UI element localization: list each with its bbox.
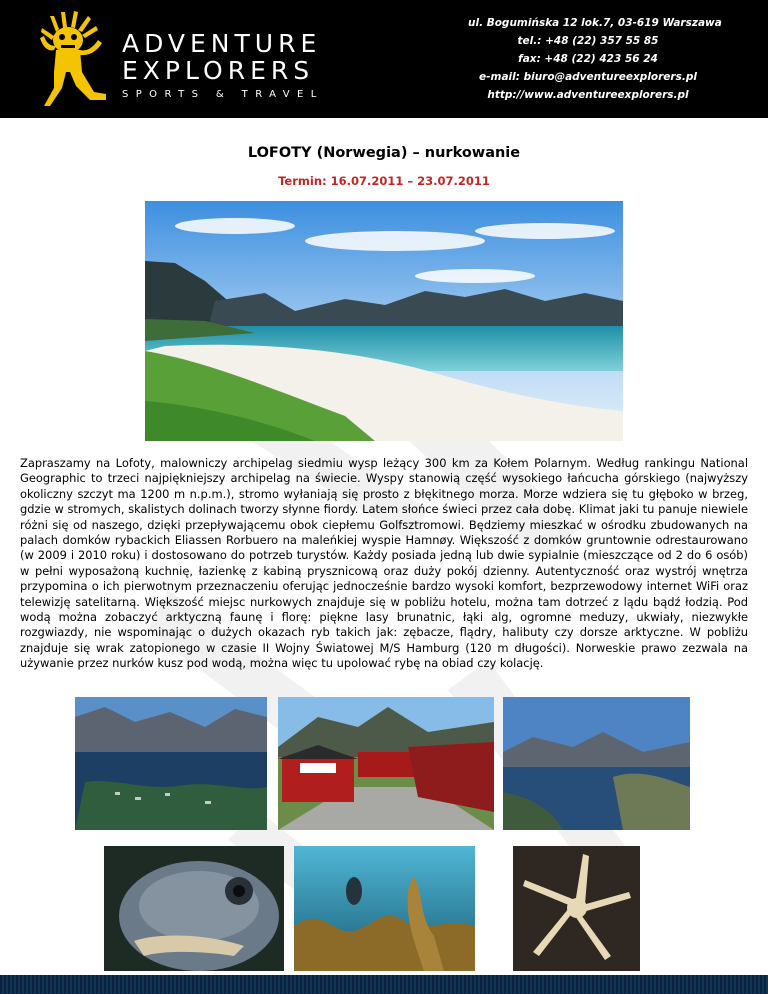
fjord-village-image	[75, 697, 267, 830]
phone-text: tel.: +48 (22) 357 55 85	[517, 35, 659, 47]
fjord-aerial-image	[503, 697, 690, 830]
website-link[interactable]: http://www.adventureexplorers.pl	[487, 89, 689, 101]
brand-line-explorers: EXPLORERS	[122, 56, 315, 85]
beach-photo	[145, 201, 623, 441]
footer-bar	[0, 975, 768, 994]
beach-landscape-image	[145, 201, 623, 441]
page-title: LOFOTY (Norwegia) – nurkowanie	[247, 145, 521, 161]
starfish-image	[513, 846, 640, 971]
contact-block	[468, 14, 722, 104]
underwater-diver-image	[294, 846, 475, 971]
trip-date: Termin: 16.07.2011 – 23.07.2011	[278, 174, 490, 188]
brand-line-adventure: ADVENTURE	[122, 29, 322, 58]
fax-text: fax: +48 (22) 423 56 24	[518, 53, 658, 65]
footer-pattern	[0, 975, 768, 994]
letterhead-header	[0, 0, 768, 118]
brand-wordmark	[122, 30, 324, 100]
cabins-photo	[278, 697, 494, 830]
address-text: ul. Bogumińska 12 lok.7, 03-619 Warszawa	[468, 17, 722, 29]
fjord-aerial-photo	[503, 697, 690, 830]
starfish-photo	[513, 846, 640, 971]
diver-photo	[294, 846, 475, 971]
wolffish-image	[104, 846, 284, 971]
explorer-figure-logo-icon	[36, 10, 112, 110]
description-paragraph: Zapraszamy na Lofoty, malowniczy archipelag siedmiu wysp leżący 300 km za Kołem Polarnym. Według rankingu National Geographic to trzeci najpiękniejszy archipelag na świecie. Wyspy stanowią część wysokiego łańcucha górskiego (najwyższy okoliczny szczyt ma 1200 m n.p.m.), stromo wyłaniają się prosto z błękitnego morza. Morze wdziera się tu głęboko w brzeg, gdzie w stromych, skalistych dolinach tworzy słynne fiordy. Latem słońce świeci przez cała dobę. Klimat jaki tu panuje niewiele różni się od naszego, dzięki przepływającemu obok ciepłemu Golfsztromowi. Będziemy mieszkać w ośrodku zbudowanych na palach domków rybackich Eliassen Rorbuero na maleńkiej wyspie Hamnøy. Większość z domków gruntownie odrestaurowano (w 2009 i 2010 roku) i dostosowano do potrzeb turystów. Każdy posiada jedną lub dwie sypialnie (mieszczące od 2 do 6 osób) w pełni wyposażoną kuchnię, łazienkę z kabiną prysznicową oraz duży pokój dzienny. Autentyczność oraz wystrój wnętrza przypomina o ich pierwotnym przeznaczeniu oferując jednocześnie bardzo wysoki komfort, bezprzewodowy internet WiFi oraz telewizję satelitarną. Większość miejsc nurkowych znajduje się w pobliżu hotelu, można tam dotrzeć z lądu bądź łodzią. Pod wodą można zobaczyć arktyczną faunę i florę: piękne lasy brunatnic, łąki alg, ogromne meduzy, ukwiały, niezwykłe rozgwiazdy, nie wspominając o dużych okazach ryb takich jak: zębacze, flądry, halibuty czy dorsze arktyczne. W pobliżu znajduje się wrak zatopionego w czasie II Wojny Światowej M/S Hamburg (120 m długości). Norweskie prawo zezwala na używanie przez nurków kusz pod wodą, można więc tu upolować rybę na obiad czy kolację.	[20, 456, 748, 671]
red-cabins-image	[278, 697, 494, 830]
wolffish-photo	[104, 846, 284, 971]
brand-tagline: SPORTS & TRAVEL	[122, 89, 324, 100]
email-link[interactable]: e-mail: biuro@adventureexplorers.pl	[479, 71, 697, 83]
reine-village-photo	[75, 697, 267, 830]
